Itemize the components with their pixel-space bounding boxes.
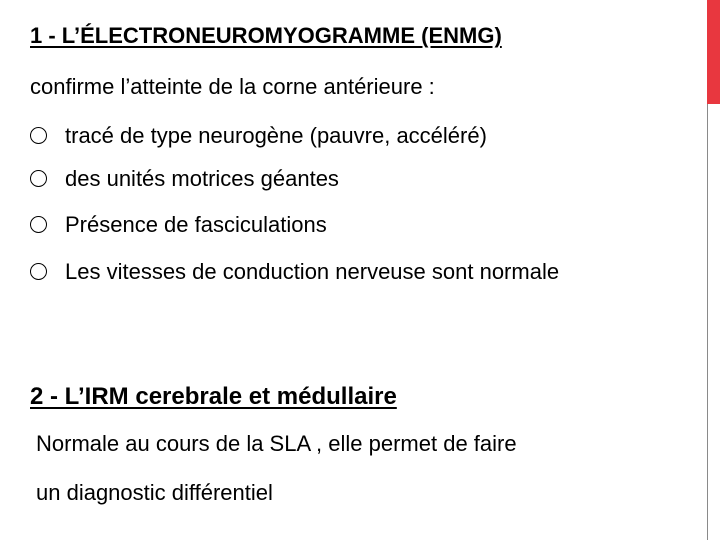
section2-heading: 2 - L’IRM cerebrale et médullaire: [30, 383, 397, 410]
section2-line: un diagnostic différentiel: [36, 480, 273, 505]
bullet-text: Les vitesses de conduction nerveuse sont normale: [65, 259, 560, 284]
bullet-item: [30, 163, 645, 195]
bullet-text: Présence de fasciculations: [65, 212, 327, 237]
hollow-circle-icon: [30, 263, 47, 280]
bullet-text: des unités motrices géantes: [65, 166, 339, 191]
section2-line: Normale au cours de la SLA , elle permet de faire: [36, 431, 517, 456]
section1-intro: confirme l’atteinte de la corne antérieure :: [30, 74, 435, 99]
hollow-circle-icon: [30, 170, 47, 187]
section1-heading: 1 - L’ÉLECTRONEUROMYOGRAMME (ENMG): [30, 23, 502, 48]
hollow-circle-icon: [30, 216, 47, 233]
red-accent-bar: [707, 0, 720, 104]
bullet-item: [30, 120, 645, 152]
bullet-item: [30, 256, 645, 288]
bullet-item: [30, 209, 645, 241]
vertical-divider: [707, 104, 708, 540]
hollow-circle-icon: [30, 127, 47, 144]
bullet-text: tracé de type neurogène (pauvre, accéléré): [65, 123, 487, 148]
